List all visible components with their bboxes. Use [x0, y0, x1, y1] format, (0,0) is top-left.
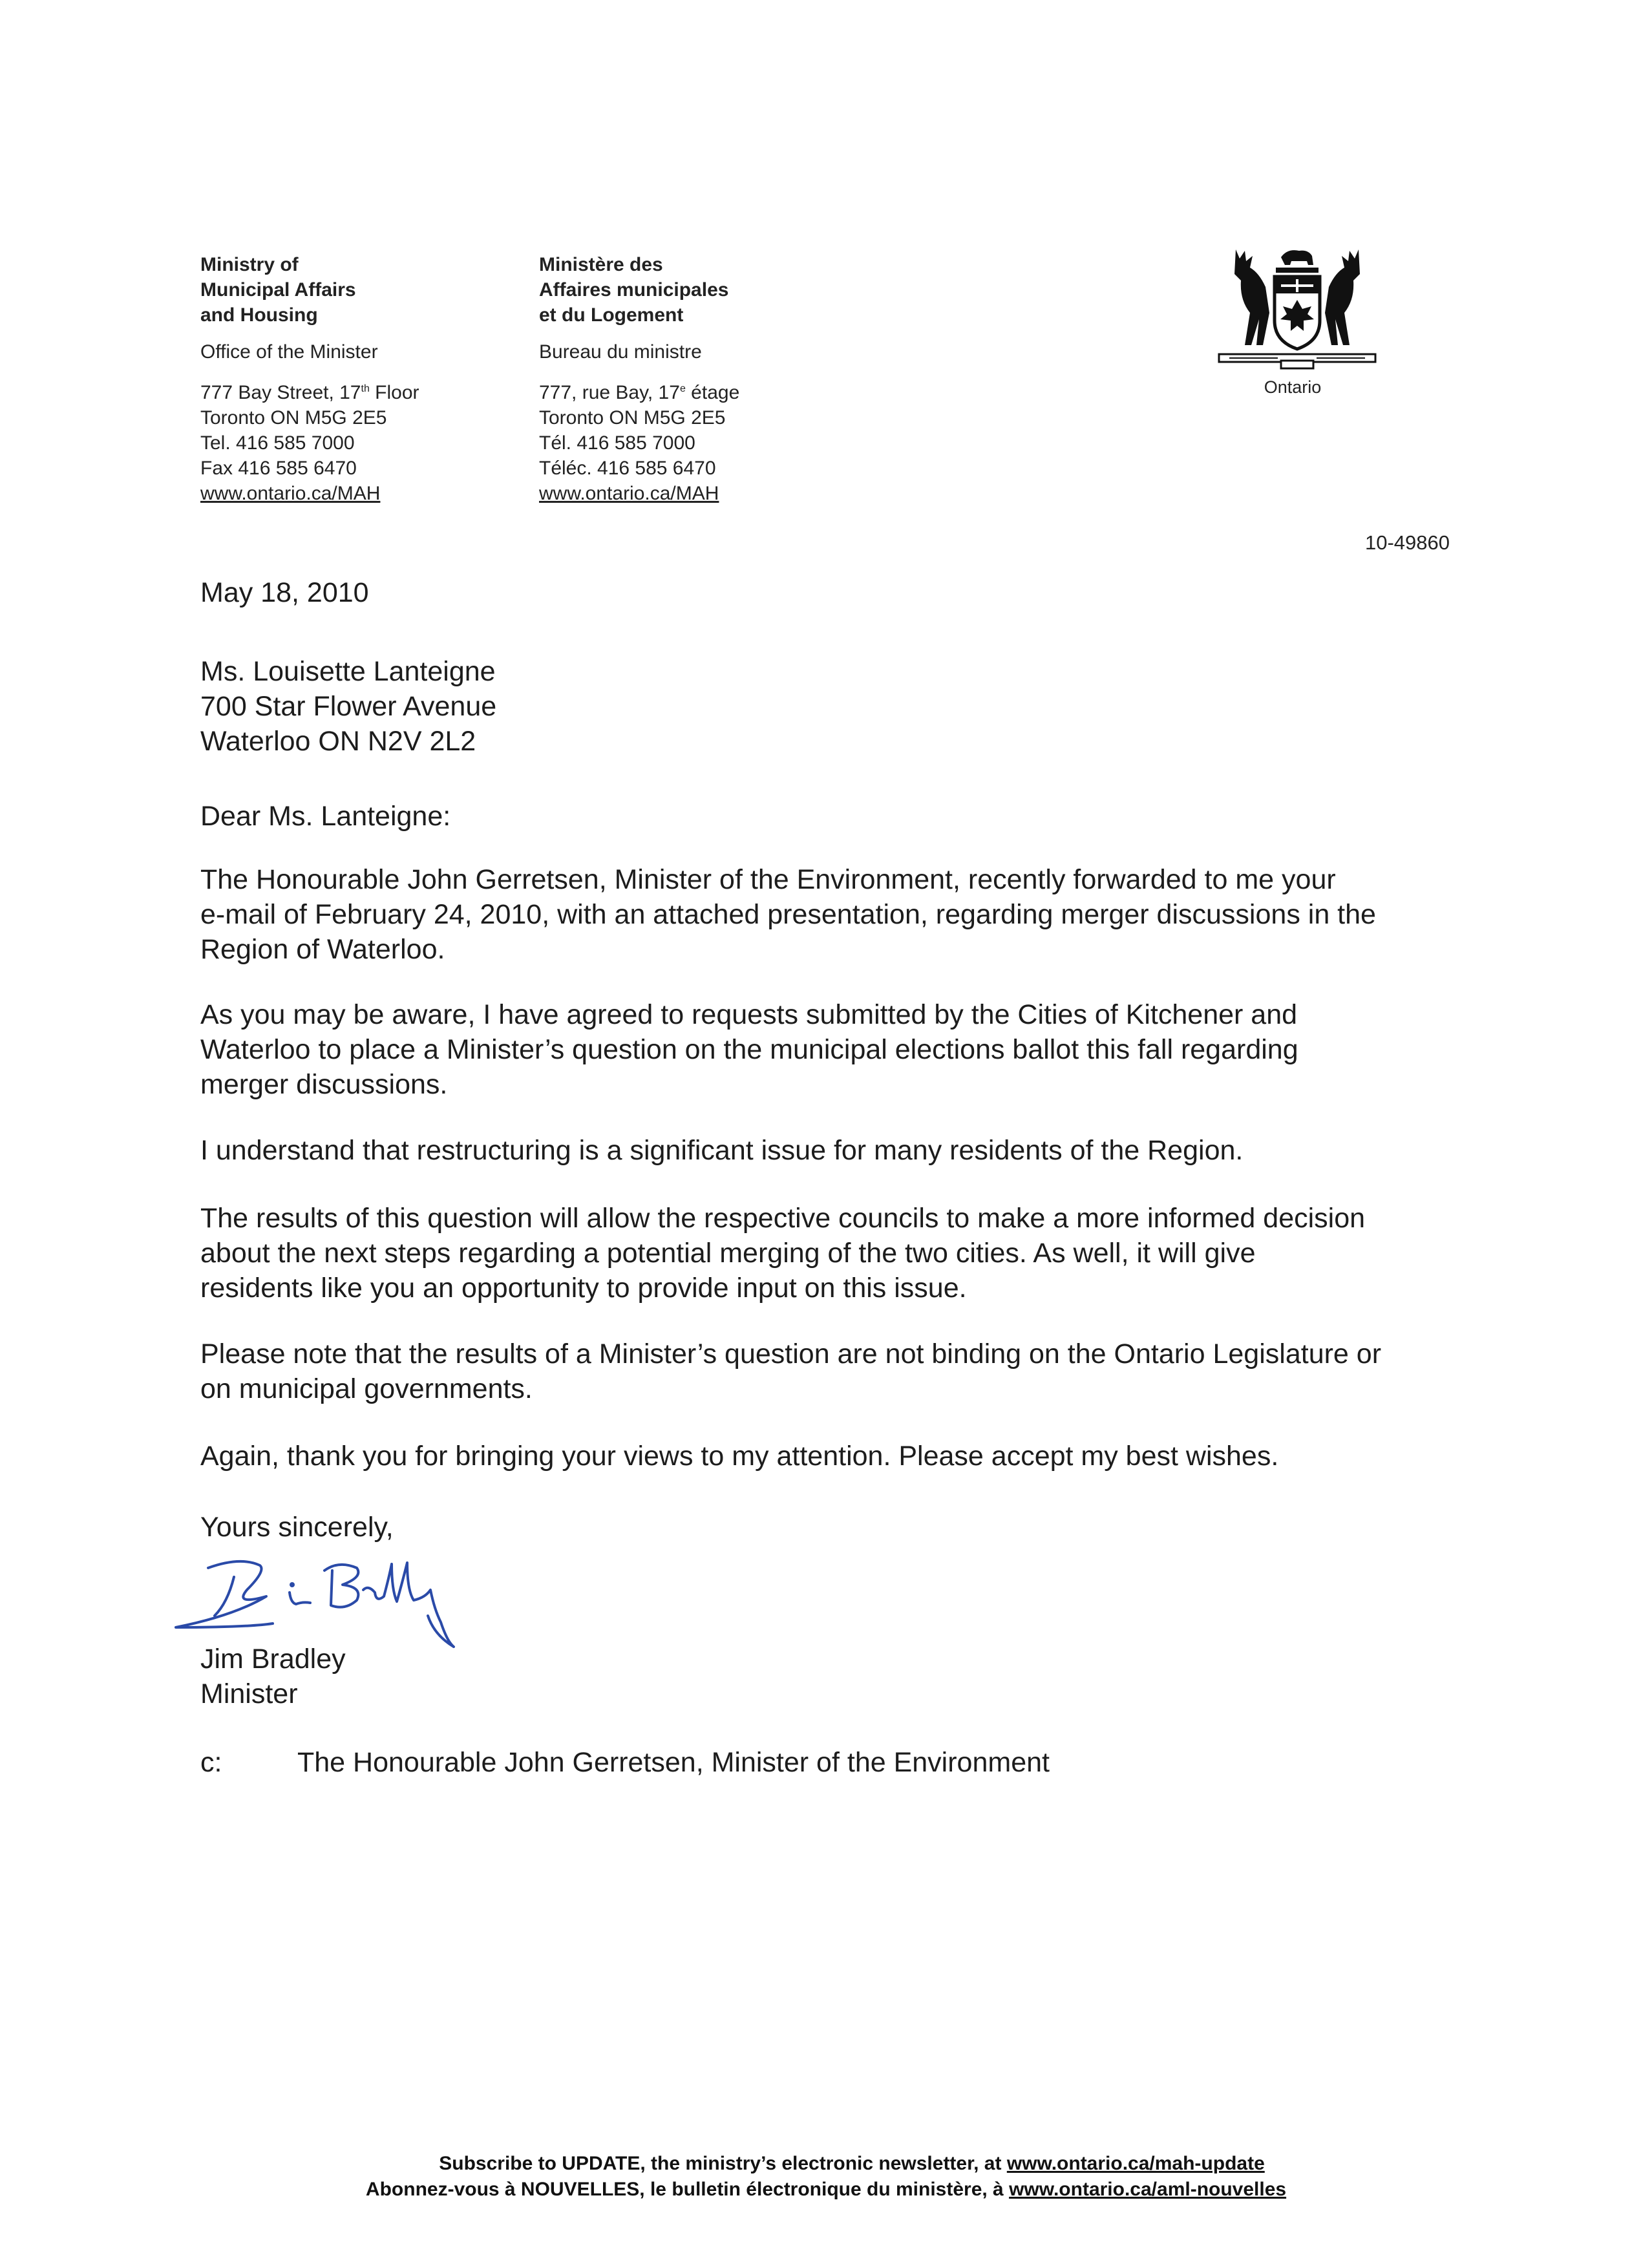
ministry-name-line: Ministère des [539, 254, 663, 275]
recipient-address [200, 654, 496, 759]
fax: Fax 416 585 6470 [200, 458, 357, 479]
logo-label: Ontario [1264, 377, 1322, 397]
recipient-street: 700 Star Flower Avenue [200, 691, 497, 722]
recipient-city: Waterloo ON N2V 2L2 [200, 726, 476, 757]
fax: Téléc. 416 585 6470 [539, 458, 716, 479]
paragraph-line: I understand that restructuring is a significant issue for many residents of the Region. [200, 1135, 1244, 1166]
paragraph-line: about the next steps regarding a potential merging of the two cities. As well, it will give [200, 1238, 1256, 1269]
website-link[interactable]: www.ontario.ca/MAH [200, 483, 381, 504]
address-floor: étage [685, 382, 740, 403]
address-street: 777 Bay Street, 17 [200, 382, 361, 403]
paragraph-line: Please note that the results of a Minister’s question are not binding on the Ontario Legislature or [200, 1338, 1382, 1370]
paragraph [200, 1439, 1493, 1474]
paragraph [200, 997, 1493, 1102]
ministry-name-line: and Housing [200, 304, 318, 326]
ministry-name-line: Ministry of [200, 254, 299, 275]
paragraph-line: merger discussions. [200, 1069, 448, 1100]
address-ordinal: th [361, 383, 370, 394]
footer-text: Abonnez-vous à NOUVELLES, le bulletin électronique du ministère, à [365, 2179, 1010, 2200]
letter-date: May 18, 2010 [200, 577, 369, 608]
signer-title: Minister [200, 1678, 298, 1709]
ministry-name-line: et du Logement [539, 304, 684, 326]
paragraph [200, 862, 1493, 967]
telephone: Tél. 416 585 7000 [539, 432, 695, 454]
address-city: Toronto ON M5G 2E5 [200, 407, 387, 428]
signer-name: Jim Bradley [200, 1644, 346, 1675]
address-street: 777, rue Bay, 17 [539, 382, 680, 403]
paragraph-line: e-mail of February 24, 2010, with an attached presentation, regarding merger discussions in the [200, 899, 1376, 930]
paragraph-line: As you may be aware, I have agreed to requests submitted by the Cities of Kitchener and [200, 999, 1298, 1030]
newsletter-link[interactable]: www.ontario.ca/aml-nouvelles [1009, 2179, 1287, 2200]
signer-block [200, 1642, 346, 1711]
paragraph [200, 1133, 1493, 1168]
paragraph-line: on municipal governments. [200, 1373, 533, 1404]
cc-recipient: The Honourable John Gerretsen, Minister of the Environment [297, 1747, 1050, 1778]
signature-icon [169, 1551, 473, 1648]
address-floor: Floor [369, 382, 419, 403]
footer-text: Subscribe to UPDATE, the ministry’s electronic newsletter, at [439, 2153, 1007, 2174]
office-name: Office of the Minister [200, 341, 378, 363]
ministry-name-line: Municipal Affairs [200, 279, 356, 301]
paragraph [200, 1201, 1493, 1306]
newsletter-link[interactable]: www.ontario.ca/mah-update [1006, 2153, 1265, 2174]
letterhead-french [539, 252, 927, 506]
address-city: Toronto ON M5G 2E5 [539, 407, 726, 428]
closing: Yours sincerely, [200, 1512, 394, 1543]
paragraph-line: The results of this question will allow the respective councils to make a more informed decision [200, 1203, 1366, 1234]
paragraph-line: residents like you an opportunity to provide input on this issue. [200, 1273, 967, 1304]
address-ordinal: e [679, 383, 686, 394]
address-line [200, 376, 588, 405]
paragraph [200, 1337, 1493, 1406]
letterhead-english [200, 252, 588, 506]
paragraph-line: Waterloo to place a Minister’s question on the municipal elections ballot this fall regarding [200, 1034, 1298, 1065]
cc-label: c: [200, 1747, 222, 1778]
footer-french [0, 2177, 1652, 2203]
website-link[interactable]: www.ontario.ca/MAH [539, 483, 719, 504]
ontario-coat-of-arms-icon [1216, 244, 1378, 399]
paragraph-line: Again, thank you for bringing your views to my attention. Please accept my best wishes. [200, 1441, 1279, 1472]
footer-english [0, 2151, 1652, 2177]
office-name: Bureau du ministre [539, 341, 702, 363]
paragraph-line: Region of Waterloo. [200, 934, 445, 965]
reference-number: 10-49860 [1365, 531, 1450, 554]
recipient-name: Ms. Louisette Lanteigne [200, 656, 496, 687]
telephone: Tel. 416 585 7000 [200, 432, 355, 454]
salutation: Dear Ms. Lanteigne: [200, 801, 451, 832]
paragraph-line: The Honourable John Gerretsen, Minister of the Environment, recently forwarded to me your [200, 864, 1336, 895]
address-line [539, 376, 927, 405]
ministry-name-line: Affaires municipales [539, 279, 729, 301]
